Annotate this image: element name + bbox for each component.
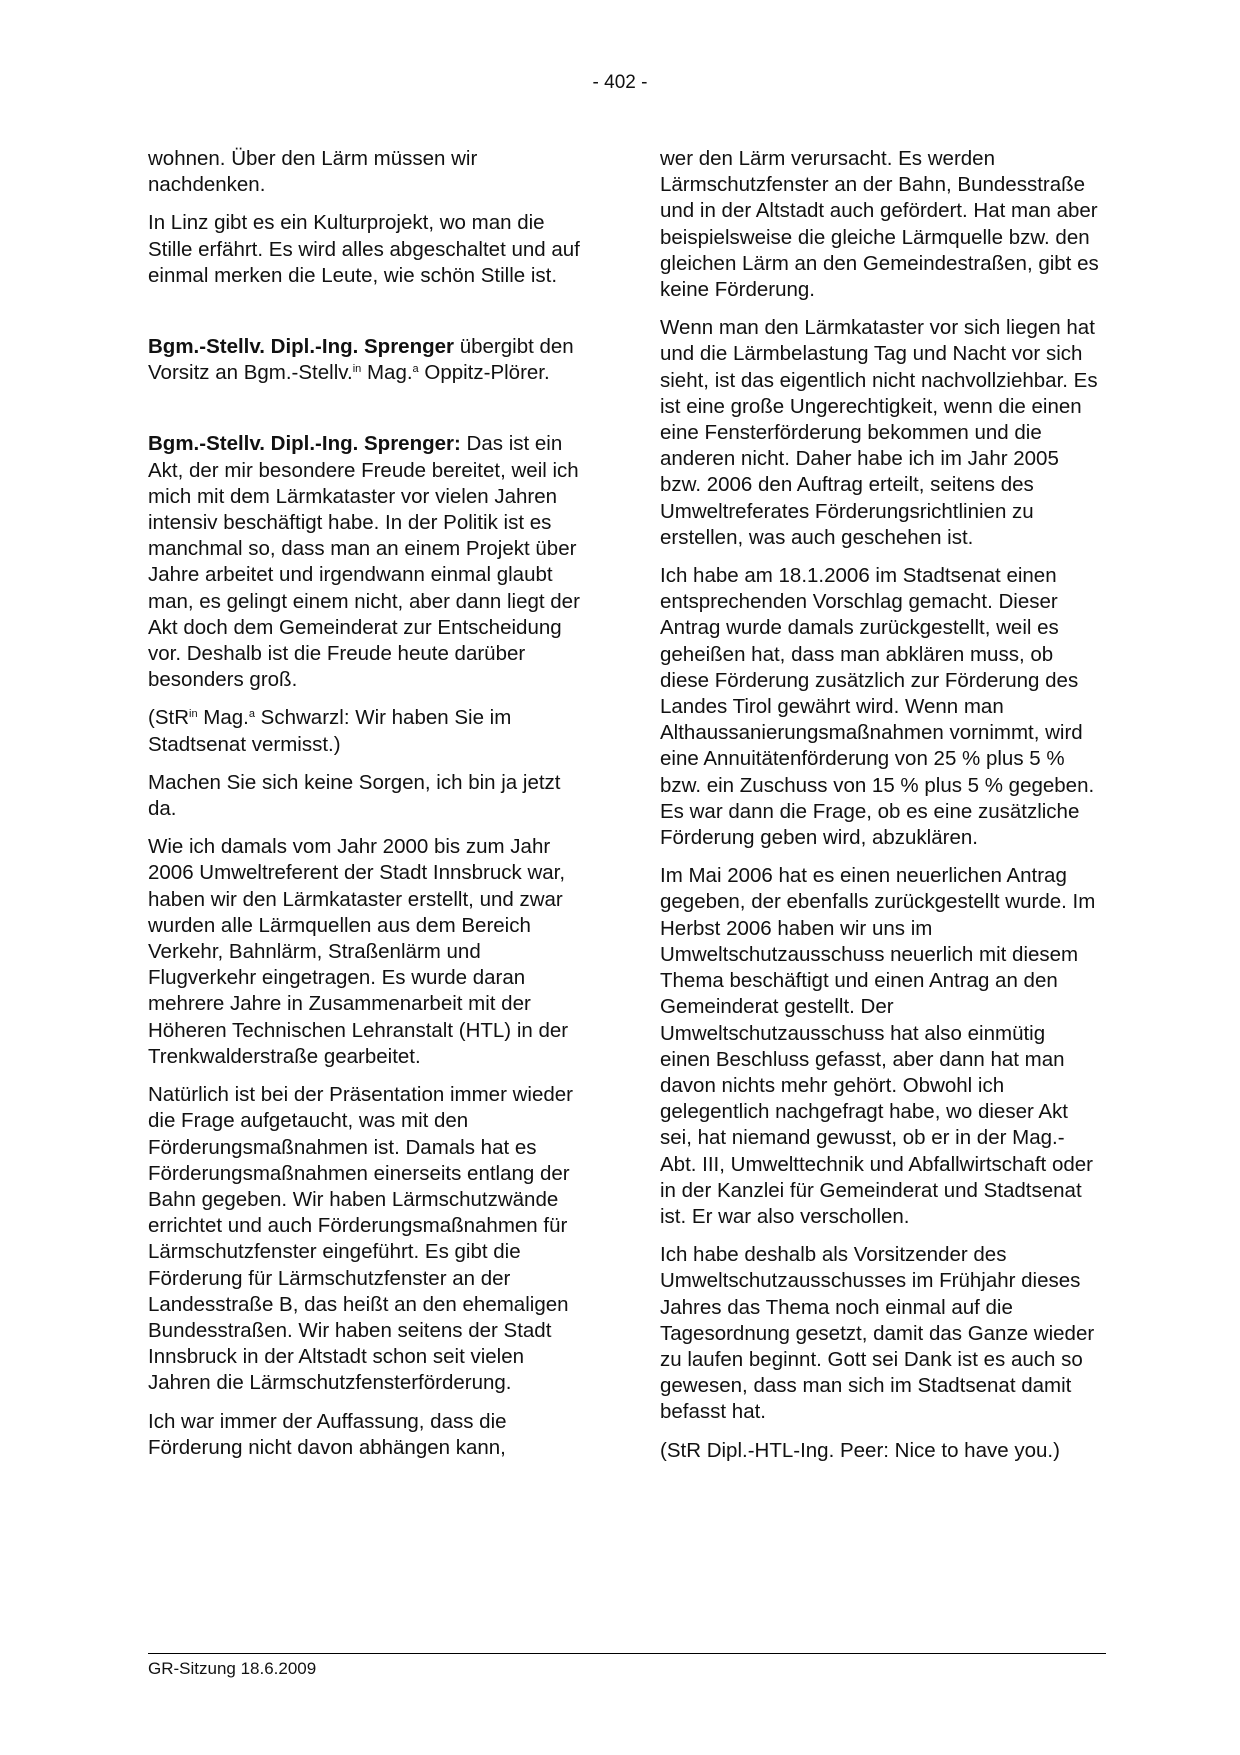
paragraph-linz: In Linz gibt es ein Kulturprojekt, wo man die Stille erfährt. Es wird alles abgeschaltet und auf einmal merken die Leute, wie schön Stille ist.: [148, 211, 580, 287]
paragraph-reply: Machen Sie sich keine Sorgen, ich bin ja jetzt da.: [148, 770, 561, 821]
left-column: [148, 146, 588, 1473]
paragraph-foerderung: Natürlich ist bei der Präsentation immer wieder die Frage aufgetaucht, was mit den Förderungsmaßnahmen ist. Damals hat es Förderungsmaßnahmen einerseits entlang der Bahn gegeben. Wir haben Lärmschutzwände errichtet und auch Förderungsmaßnahmen für Lärmschutzfenster eingeführt. Es gibt die Förderung für Lärmschutzfenster an der Landesstraße B, das heißt an den ehemaligen Bundesstraßen. Wir haben seitens der Stadt Innsbruck in der Altstadt schon seit vielen Jahren die Lärmschutzfensterförderung.: [148, 1083, 573, 1395]
paragraph-auffassung: Ich war immer der Auffassung, dass die Förderung nicht davon abhängen kann,: [148, 1409, 507, 1459]
paragraph-laermkataster: Wie ich damals vom Jahr 2000 bis zum Jahr 2006 Umweltreferent der Stadt Innsbruck war, haben wir den Lärmkataster erstellt, und zwar wurden alle Lärmquellen aus dem Bereich Verkehr, Bahnlärm, Straßenlärm und Flugverkehr eingetragen. Es wurde daran mehrere Jahre in Zusammenarbeit mit der Höheren Technischen Lehranstalt (HTL) in der Trenkwalderstraße gearbeitet.: [148, 835, 569, 1068]
paragraph-chair-handover: [148, 334, 588, 386]
paragraph-vorsitzender: Ich habe deshalb als Vorsitzender des Umweltschutzausschusses im Frühjahr dieses Jahres das Thema noch einmal auf die Tagesordnung gesetzt, damit das Ganze wieder zu laufen beginnt. Gott sei Dank ist es auch so gewesen, dass man sich im Stadtsenat damit befasst hat.: [660, 1243, 1095, 1424]
handover-text-a: übergibt den Vorsitz an Bgm.-Stellv.: [148, 335, 574, 385]
handover-text-c: Oppitz-Plörer.: [418, 361, 550, 385]
speech-text: Das ist ein Akt, der mir besondere Freude bereitet, weil ich mich mit dem Lärmkataster vor vielen Jahren intensiv beschäftigt habe. In der Politik ist es manchmal so, dass man an einem Projekt über Jahre arbeitet und irgendwann einmal glaubt man, es gelingt einem nicht, aber dann liegt der Akt doch dem Gemeinderat zur Entscheidung vor. Deshalb ist die Freude heute darüber besonders groß.: [148, 432, 580, 692]
page-number: - 402 -: [592, 72, 648, 93]
paragraph-continuation: wohnen. Über den Lärm müssen wir nachdenken.: [148, 147, 478, 197]
speaker-name: Bgm.-Stellv. Dipl.-Ing. Sprenger: [148, 335, 455, 359]
interjection-text-a: (StR: [148, 706, 189, 730]
paragraph-verursacher: wer den Lärm verursacht. Es werden Lärmschutzfenster an der Bahn, Bundesstraße und in der Altstadt auch gefördert. Hat man aber beispielsweise die gleiche Lärmquelle bzw. den gleichen Lärm an den Gemeindestraßen, gibt es keine Förderung.: [660, 147, 1099, 302]
paragraph-interjection: [148, 705, 588, 757]
footer-session-date: GR-Sitzung 18.6.2009: [148, 1659, 317, 1678]
paragraph-stadtsenat-2006: Ich habe am 18.1.2006 im Stadtsenat einen entsprechenden Vorschlag gemacht. Dieser Antrag wurde damals zurückgestellt, weil es geheißen hat, dass man abklären muss, ob diese Förderung zusätzlich zur Förderung des Landes Tirol gewährt wird. Wenn man Althaussanierungsmaßnahmen vornimmt, wird eine Annuitätenförderung von 25 % plus 5 % bzw. ein Zuschuss von 15 % plus 5 % gegeben. Es war dann die Frage, ob es eine zusätzliche Förderung geben wird, abzuklären.: [660, 564, 1095, 850]
superscript-a: a: [412, 363, 419, 376]
footer-divider: [148, 1653, 1106, 1654]
speaker-name: Bgm.-Stellv. Dipl.-Ing. Sprenger:: [148, 432, 461, 456]
handover-text-b: Mag.: [361, 361, 413, 385]
superscript-in: in: [352, 363, 362, 376]
paragraph-speech-start: [148, 431, 588, 693]
paragraph-ungerechtigkeit: Wenn man den Lärmkataster vor sich liegen hat und die Lärmbelastung Tag und Nacht vor sich sieht, ist das eigentlich nicht nachvollziehbar. Es ist eine große Ungerechtigkeit, wenn die einen eine Fensterförderung bekommen und die anderen nicht. Daher habe ich im Jahr 2005 bzw. 2006 den Auftrag erteilt, seitens des Umweltreferates Förderungsrichtlinien zu erstellen, was auch geschehen ist.: [660, 316, 1098, 549]
right-column: [660, 146, 1100, 1476]
superscript-a: a: [248, 708, 255, 721]
interjection-text-b: Mag.: [197, 706, 249, 730]
superscript-in: in: [189, 708, 198, 721]
paragraph-interjection-peer: (StR Dipl.-HTL-Ing. Peer: Nice to have you.): [660, 1438, 1060, 1462]
paragraph-mai-2006: Im Mai 2006 hat es einen neuerlichen Antrag gegeben, der ebenfalls zurückgestellt wurde. Im Herbst 2006 haben wir uns im Umweltschutzausschuss neuerlich mit diesem Thema beschäftigt und einen Antrag an den Gemeinderat gestellt. Der Umweltschutzausschuss hat also einmütig einen Beschluss gefasst, aber dann hat man davon nichts mehr gehört. Obwohl ich gelegentlich nachgefragt habe, wo dieser Akt sei, hat niemand gewusst, ob er in der Mag.-Abt. III, Umwelttechnik und Abfallwirtschaft oder in der Kanzlei für Gemeinderat und Stadtsenat ist. Er war also verschollen.: [660, 864, 1096, 1228]
interjection-text-c: Schwarzl: Wir haben Sie im Stadtsenat vermisst.): [148, 706, 512, 756]
